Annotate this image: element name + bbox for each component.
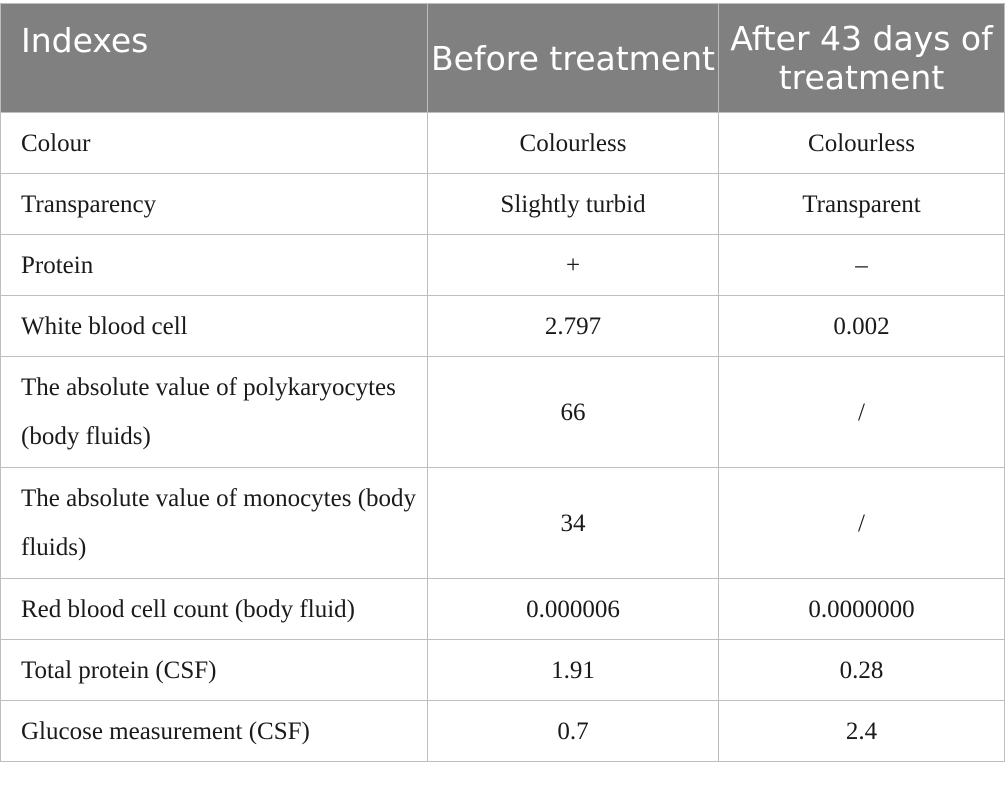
row-before-value: 0.000006 (428, 579, 719, 640)
row-after-value: / (719, 357, 1005, 468)
table-row (1, 468, 1005, 579)
row-after-value: Transparent (719, 174, 1005, 235)
table-row (1, 113, 1005, 174)
table-body (1, 113, 1005, 762)
header-indexes: Indexes (1, 4, 428, 113)
row-before-value: 1.91 (428, 640, 719, 701)
row-before-value: 66 (428, 357, 719, 468)
row-before-value: 0.7 (428, 701, 719, 762)
header-before-treatment: Before treatment (428, 4, 719, 113)
row-before-value: Slightly turbid (428, 174, 719, 235)
table-header (1, 4, 1005, 113)
table-row (1, 357, 1005, 468)
row-index-label: The absolute value of polykaryocytes (body fluids) (1, 357, 428, 468)
row-index-label: Protein (1, 235, 428, 296)
row-index-label: Transparency (1, 174, 428, 235)
row-after-value: 2.4 (719, 701, 1005, 762)
table-row (1, 579, 1005, 640)
row-index-label: Red blood cell count (body fluid) (1, 579, 428, 640)
row-index-label: The absolute value of monocytes (body fluids) (1, 468, 428, 579)
row-after-value: 0.28 (719, 640, 1005, 701)
table-row (1, 640, 1005, 701)
header-row (1, 4, 1005, 113)
header-after-treatment: After 43 days of treatment (719, 4, 1005, 113)
row-after-value: Colourless (719, 113, 1005, 174)
row-after-value: / (719, 468, 1005, 579)
row-before-value: Colourless (428, 113, 719, 174)
row-after-value: – (719, 235, 1005, 296)
table-row (1, 701, 1005, 762)
row-index-label: Colour (1, 113, 428, 174)
table-row (1, 174, 1005, 235)
row-index-label: Glucose measurement (CSF) (1, 701, 428, 762)
row-before-value: 34 (428, 468, 719, 579)
row-before-value: 2.797 (428, 296, 719, 357)
row-before-value: + (428, 235, 719, 296)
row-index-label: White blood cell (1, 296, 428, 357)
csf-results-table (0, 3, 1005, 762)
row-after-value: 0.002 (719, 296, 1005, 357)
table-row (1, 235, 1005, 296)
table-row (1, 296, 1005, 357)
row-index-label: Total protein (CSF) (1, 640, 428, 701)
row-after-value: 0.0000000 (719, 579, 1005, 640)
